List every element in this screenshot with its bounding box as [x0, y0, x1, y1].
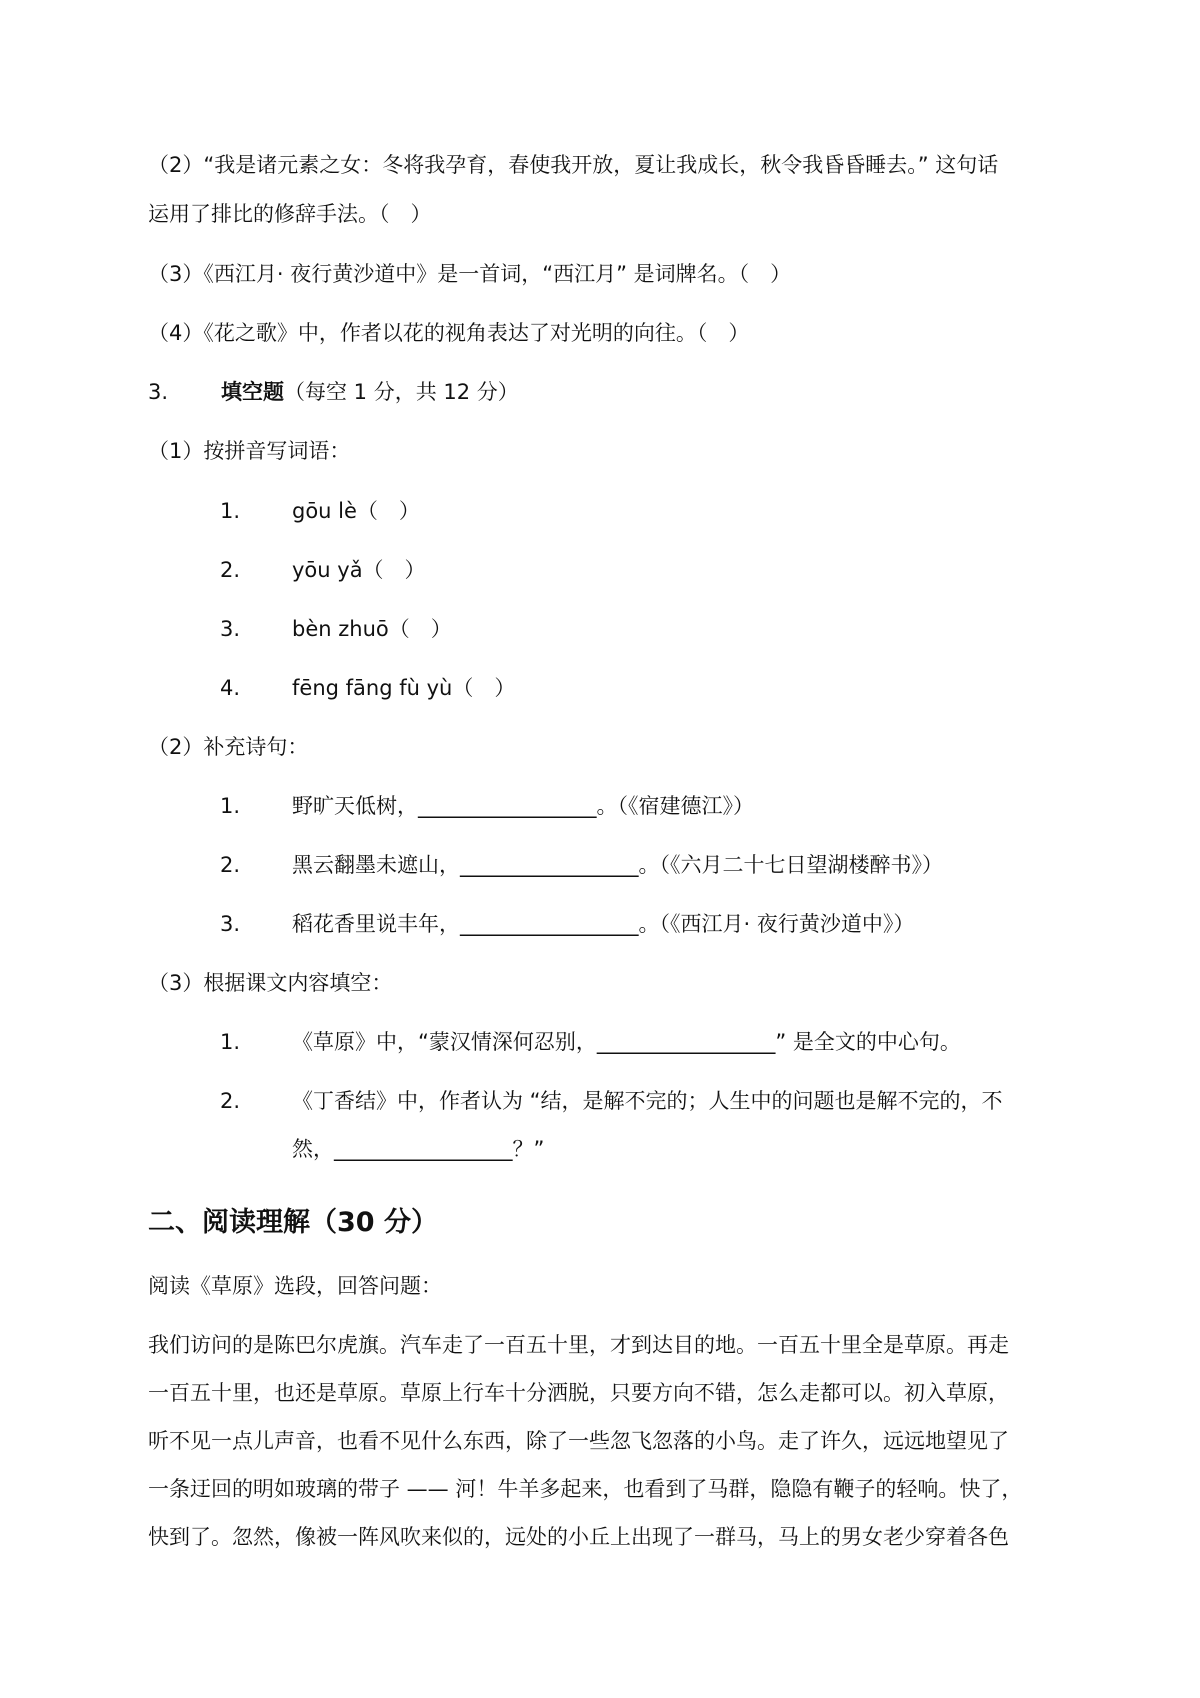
question-2-line-1: （2）“我是诸元素之女：冬将我孕育，春使我开放，夏让我成长，秋令我昏昏睡去。” 这句话 [148, 153, 999, 177]
list-item-number: 2. [220, 1089, 241, 1113]
passage-line: 一条迂回的明如玻璃的带子 —— 河！牛羊多起来，也看到了马群，隐隐有鞭子的轻响。快了， [148, 1477, 1023, 1501]
poem-item: 野旷天低树，_________________。（《宿建德江》） [292, 794, 754, 818]
part-2-title: （2）补充诗句： [148, 735, 309, 759]
part-1-title: （1）按拼音写词语： [148, 439, 351, 463]
list-item-number: 2. [220, 558, 241, 582]
section-title: 二、阅读理解（30 分） [148, 1207, 438, 1238]
passage-line: 听不见一点儿声音，也看不见什么东西，除了一些忽飞忽落的小鸟。走了许久，远远地望见了 [148, 1429, 1009, 1453]
passage-line: 快到了。忽然，像被一阵风吹来似的，远处的小丘上出现了一群马，马上的男女老少穿着各色 [148, 1525, 1009, 1549]
question-2-line-2: 运用了排比的修辞手法。（ ） [148, 202, 432, 226]
list-item-number: 4. [220, 676, 241, 700]
section-heading-label: 填空题 [221, 380, 284, 404]
question-4: （4）《花之歌》中，作者以花的视角表达了对光明的向往。（ ） [148, 321, 750, 345]
part-3-title: （3）根据课文内容填空： [148, 971, 393, 995]
passage-line: 一百五十里，也还是草原。草原上行车十分洒脱，只要方向不错，怎么走都可以。初入草原， [148, 1381, 1009, 1405]
poem-item: 黑云翻墨未遮山，_________________。（《六月二十七日望湖楼醉书》） [292, 853, 943, 877]
list-item-number: 1. [220, 499, 241, 523]
pinyin-item: gōu lè（ ） [292, 499, 420, 523]
text-item-continuation: 然，_________________？” [292, 1137, 545, 1161]
section-score: （每空 1 分，共 12 分） [284, 380, 519, 404]
list-item-number: 1. [220, 1030, 241, 1054]
list-item-number: 1. [220, 794, 241, 818]
list-item-number: 2. [220, 853, 241, 877]
question-3: （3）《西江月· 夜行黄沙道中》是一首词，“西江月” 是词牌名。（ ） [148, 262, 792, 286]
poem-item: 稻花香里说丰年，_________________。（《西江月· 夜行黄沙道中》） [292, 912, 915, 936]
passage-line: 我们访问的是陈巴尔虎旗。汽车走了一百五十里，才到达目的地。一百五十里全是草原。再走 [148, 1333, 1009, 1357]
pinyin-item: bèn zhuō（ ） [292, 617, 452, 641]
text-item: 《草原》中，“蒙汉情深何忍别，_________________” 是全文的中心句。 [292, 1030, 961, 1054]
section-heading [221, 377, 519, 407]
pinyin-item: fēng fāng fù yù（ ） [292, 676, 516, 700]
section-number: 3. [148, 380, 169, 404]
list-item-number: 3. [220, 617, 241, 641]
pinyin-item: yōu yǎ（ ） [292, 558, 426, 582]
list-item-number: 3. [220, 912, 241, 936]
reading-instruction: 阅读《草原》选段，回答问题： [148, 1274, 442, 1298]
text-item: 《丁香结》中，作者认为 “结，是解不完的；人生中的问题也是解不完的，不 [292, 1089, 1003, 1113]
